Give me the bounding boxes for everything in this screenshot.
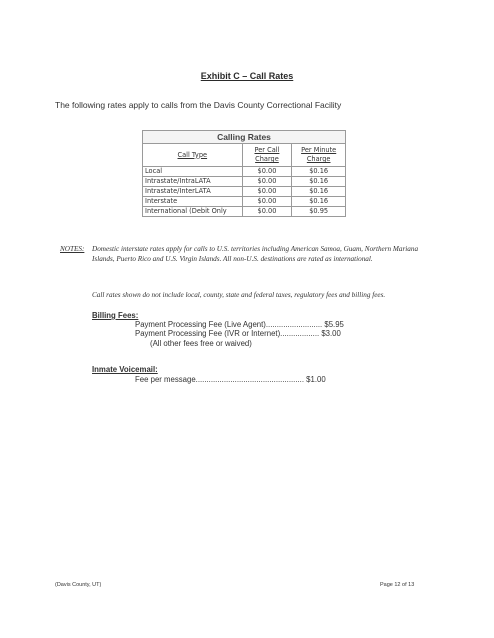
cell-call-type: Interstate [143, 197, 243, 207]
cell-per-minute: $0.16 [292, 187, 346, 197]
table-row [143, 197, 346, 207]
cell-call-type: Intrastate/InterLATA [143, 187, 243, 197]
fee-ivr-internet: Payment Processing Fee (IVR or Internet).................. $3.00 [135, 329, 341, 338]
footer-page-number: Page 12 of 13 [380, 582, 415, 588]
fee-live-agent: Payment Processing Fee (Live Agent).......................... $5.95 [135, 320, 344, 329]
cell-call-type: Intrastate/IntraLATA [143, 177, 243, 187]
fee-waived-note: (All other fees free or waived) [150, 339, 252, 348]
table-row [143, 187, 346, 197]
table-row [143, 177, 346, 187]
notes-label: NOTES: [60, 245, 85, 253]
cell-call-type: International (Debit Only [143, 207, 243, 217]
table-row [143, 207, 346, 217]
inmate-voicemail-heading: Inmate Voicemail: [92, 365, 158, 374]
col-header-per-call: Per Call Charge [242, 144, 292, 167]
table-caption: Calling Rates [142, 130, 346, 143]
table-header-row [143, 144, 346, 167]
cell-per-minute: $0.16 [292, 167, 346, 177]
cell-call-type: Local [143, 167, 243, 177]
notes-text: Domestic interstate rates apply for calls to U.S. territories including American Samoa, Guam, Northern Mariana Islands, Puerto Rico and U.S. Virgin Islands. All non-U.S. destinations are rated as international. [92, 245, 419, 263]
cell-per-call: $0.00 [242, 197, 292, 207]
col-header-call-type: Call Type [143, 144, 243, 167]
cell-per-call: $0.00 [242, 177, 292, 187]
billing-fees-heading: Billing Fees: [92, 311, 139, 320]
cell-per-minute: $0.16 [292, 177, 346, 187]
col-header-per-minute: Per Minute Charge [292, 144, 346, 167]
cell-per-minute: $0.95 [292, 207, 346, 217]
table-row [143, 167, 346, 177]
cell-per-call: $0.00 [242, 167, 292, 177]
cell-per-call: $0.00 [242, 187, 292, 197]
tax-note: Call rates shown do not include local, county, state and federal taxes, regulatory fees and billing fees. [92, 291, 386, 299]
exhibit-title: Exhibit C – Call Rates [200, 71, 294, 81]
calling-rates-table [142, 130, 346, 217]
footer-left: (Davis County, UT) [55, 582, 102, 588]
intro-text: The following rates apply to calls from the Davis County Correctional Facility [55, 100, 342, 110]
cell-per-minute: $0.16 [292, 197, 346, 207]
cell-per-call: $0.00 [242, 207, 292, 217]
fee-per-message: Fee per message.................................................. $1.00 [135, 375, 326, 384]
notes-section [60, 245, 440, 263]
